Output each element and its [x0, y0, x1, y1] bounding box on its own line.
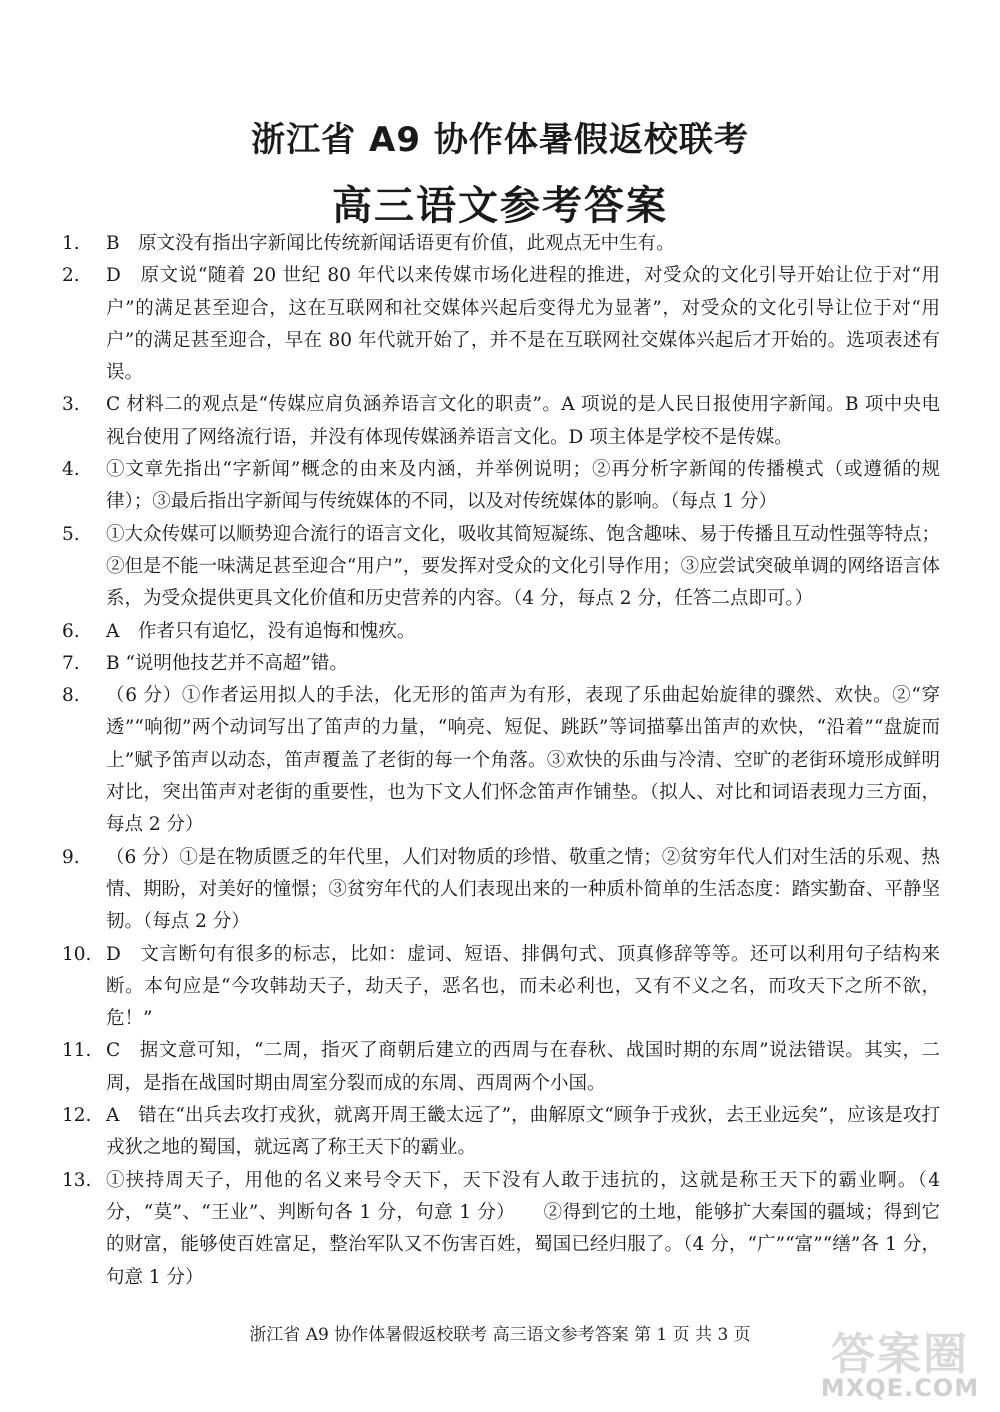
- answer-number: 7.: [62, 652, 80, 674]
- answer-text: C 材料二的观点是“传媒应肩负涵养语言文化的职责”。A 项说的是人民日报使用字新闻。B 项中央电视台使用了网络流行语，并没有体现传媒涵养语言文化。D 项主体是学校不是传媒。: [106, 394, 940, 448]
- answer-item-2: [62, 260, 940, 389]
- answer-item-7: [62, 648, 940, 680]
- answer-number: 6.: [62, 620, 80, 642]
- answer-number: 4.: [62, 459, 80, 481]
- answer-item-6: [62, 616, 940, 648]
- answer-text: C 据文意可知，“二周，指灭了商朝后建立的西周与在春秋、战国时期的东周”说法错误。其实，二周，是指在战国时期由周室分裂而成的东周、西周两个小国。: [106, 1040, 940, 1094]
- answer-text: ①大众传媒可以顺势迎合流行的语言文化，吸收其简短凝练、饱含趣味、易于传播且互动性强等特点；②但是不能一味满足甚至迎合“用户”，要发挥对受众的文化引导作用；③应尝试突破单调的网络语言体系，为受众提供更具文化价值和历史营养的内容。（4 分，每点 2 分，任答二点即可。）: [106, 523, 940, 610]
- page-footer: 浙江省 A9 协作体暑假返校联考 高三语文参考答案 第 1 页 共 3 页: [249, 1325, 751, 1345]
- answer-item-4: [62, 454, 940, 519]
- answer-item-1: [62, 228, 940, 260]
- answer-text: ①挟持周天子，用他的名义来号令天下，天下没有人敢于违抗的，这就是称王天下的霸业啊。（4 分，“莫”、“王业”、判断句各 1 分，句意 1 分） ②得到它的土地，能够扩大秦国的疆域；得到它的财富，能够使百姓富足，整治军队又不伤害百姓，蜀国已经归服了。（4 分，“广”“富”“缮”各 1 分，句意 1 分）: [106, 1169, 940, 1288]
- answer-item-10: [62, 939, 940, 1036]
- answer-text: （6 分）①是在物质匮乏的年代里，人们对物质的珍惜、敬重之情；②贫穷年代人们对生活的乐观、热情、期盼，对美好的憧憬；③贫穷年代的人们表现出来的一种质朴简单的生活态度：踏实勤奋、平静坚韧。（每点 2 分）: [106, 846, 940, 933]
- answer-text: ①文章先指出“字新闻”概念的由来及内涵，并举例说明；②再分析字新闻的传播模式（或遵循的规律）；③最后指出字新闻与传统媒体的不同，以及对传统媒体的影响。（每点 1 分）: [106, 459, 940, 513]
- answer-number: 5.: [62, 523, 80, 545]
- document-title: 浙江省 A9 协作体暑假返校联考: [251, 120, 749, 160]
- answer-number: 11.: [62, 1040, 92, 1062]
- answer-item-5: [62, 519, 940, 616]
- answer-number: 12.: [62, 1105, 92, 1127]
- watermark-top-text: 答案圈: [831, 1329, 969, 1380]
- answer-number: 8.: [62, 685, 80, 707]
- answer-text: D 原文说“随着 20 世纪 80 年代以来传媒市场化进程的推进，对受众的文化引导开始让位于对“用户”的满足甚至迎合，这在互联网和社交媒体兴起后变得尤为显著”，对受众的文化引导让位于对“用户”的满足甚至迎合，早在 80 年代就开始了，并不是在互联网社交媒体兴起后才开始的。选项表述有误。: [106, 265, 940, 384]
- answer-item-11: [62, 1035, 940, 1100]
- answer-item-12: [62, 1100, 940, 1165]
- answer-item-13: [62, 1165, 940, 1294]
- answer-text: A 作者只有追忆，没有追悔和愧疚。: [106, 620, 416, 642]
- answer-text: B 原文没有指出字新闻比传统新闻话语更有价值，此观点无中生有。: [106, 233, 675, 254]
- answer-number: 13.: [62, 1169, 92, 1191]
- answer-number: 3.: [62, 394, 80, 416]
- answer-list: [62, 228, 940, 1294]
- answer-number: 2.: [62, 265, 80, 287]
- answer-text: D 文言断句有很多的标志，比如：虚词、短语、排偶句式、顶真修辞等等。还可以利用句子结构来断。本句应是“今攻韩劫天子，劫天子，恶名也，而未必利也，又有不义之名，而攻天下之所不欲，危！”: [106, 943, 940, 1030]
- document-subtitle: 高三语文参考答案: [332, 183, 668, 229]
- answer-text: （6 分）①作者运用拟人的手法，化无形的笛声为有形，表现了乐曲起始旋律的骤然、欢快。②“穿透”“响彻”两个动词写出了笛声的力量，“响亮、短促、跳跃”等词描摹出笛声的欢快，“沿着”“盘旋而上”赋予笛声以动态，笛声覆盖了老街的每一个角落。③欢快的乐曲与冷清、空旷的老街环境形成鲜明对比，突出笛声对老街的重要性，也为下文人们怀念笛声作铺垫。（拟人、对比和词语表现力三方面，每点 2 分）: [106, 685, 940, 836]
- answer-number: 10.: [62, 943, 92, 965]
- answer-item-3: [62, 389, 940, 454]
- answer-number: 1.: [62, 233, 80, 254]
- answer-item-9: [62, 842, 940, 939]
- answer-item-8: [62, 680, 940, 841]
- answer-text: A 错在“出兵去攻打戎狄，就离开周王畿太远了”，曲解原文“顾争于戎狄，去王业远矣”，应该是攻打戎狄之地的蜀国，就远离了称王天下的霸业。: [106, 1105, 940, 1159]
- watermark-logo: [808, 1318, 992, 1408]
- answer-text: B “说明他技艺并不高超”错。: [106, 652, 348, 674]
- watermark-url-text: MXQE.COM: [820, 1374, 980, 1402]
- answer-number: 9.: [62, 846, 80, 868]
